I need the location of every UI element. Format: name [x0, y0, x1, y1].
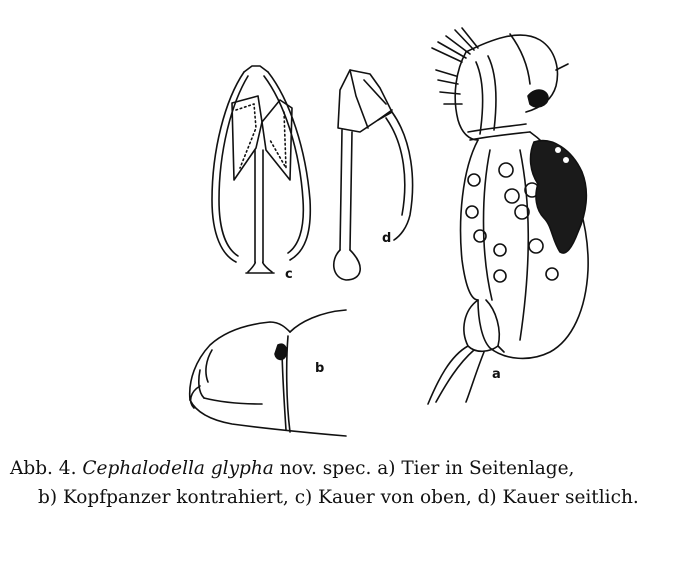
eye-spot-a [528, 90, 548, 107]
caption-line-1-rest: nov. spec. a) Tier in Seitenlage, [279, 458, 575, 479]
caption-line-1 [10, 454, 574, 483]
panel-label-a: a [492, 367, 501, 382]
caption-species-name: Cephalodella glypha [82, 458, 274, 479]
eye-spot-b [275, 344, 287, 359]
caption-figure-number: Abb. 4. [10, 458, 77, 479]
caption-line-2: b) Kopfpanzer kontrahiert, c) Kauer von oben, d) Kauer seitlich. [38, 487, 639, 508]
ovary-mass [531, 141, 587, 253]
panel-label-d: d [382, 231, 392, 246]
panel-c-drawing [212, 66, 310, 273]
panel-d-drawing [334, 70, 413, 280]
panel-label-c: c [285, 267, 293, 282]
panel-label-b: b [315, 361, 325, 376]
